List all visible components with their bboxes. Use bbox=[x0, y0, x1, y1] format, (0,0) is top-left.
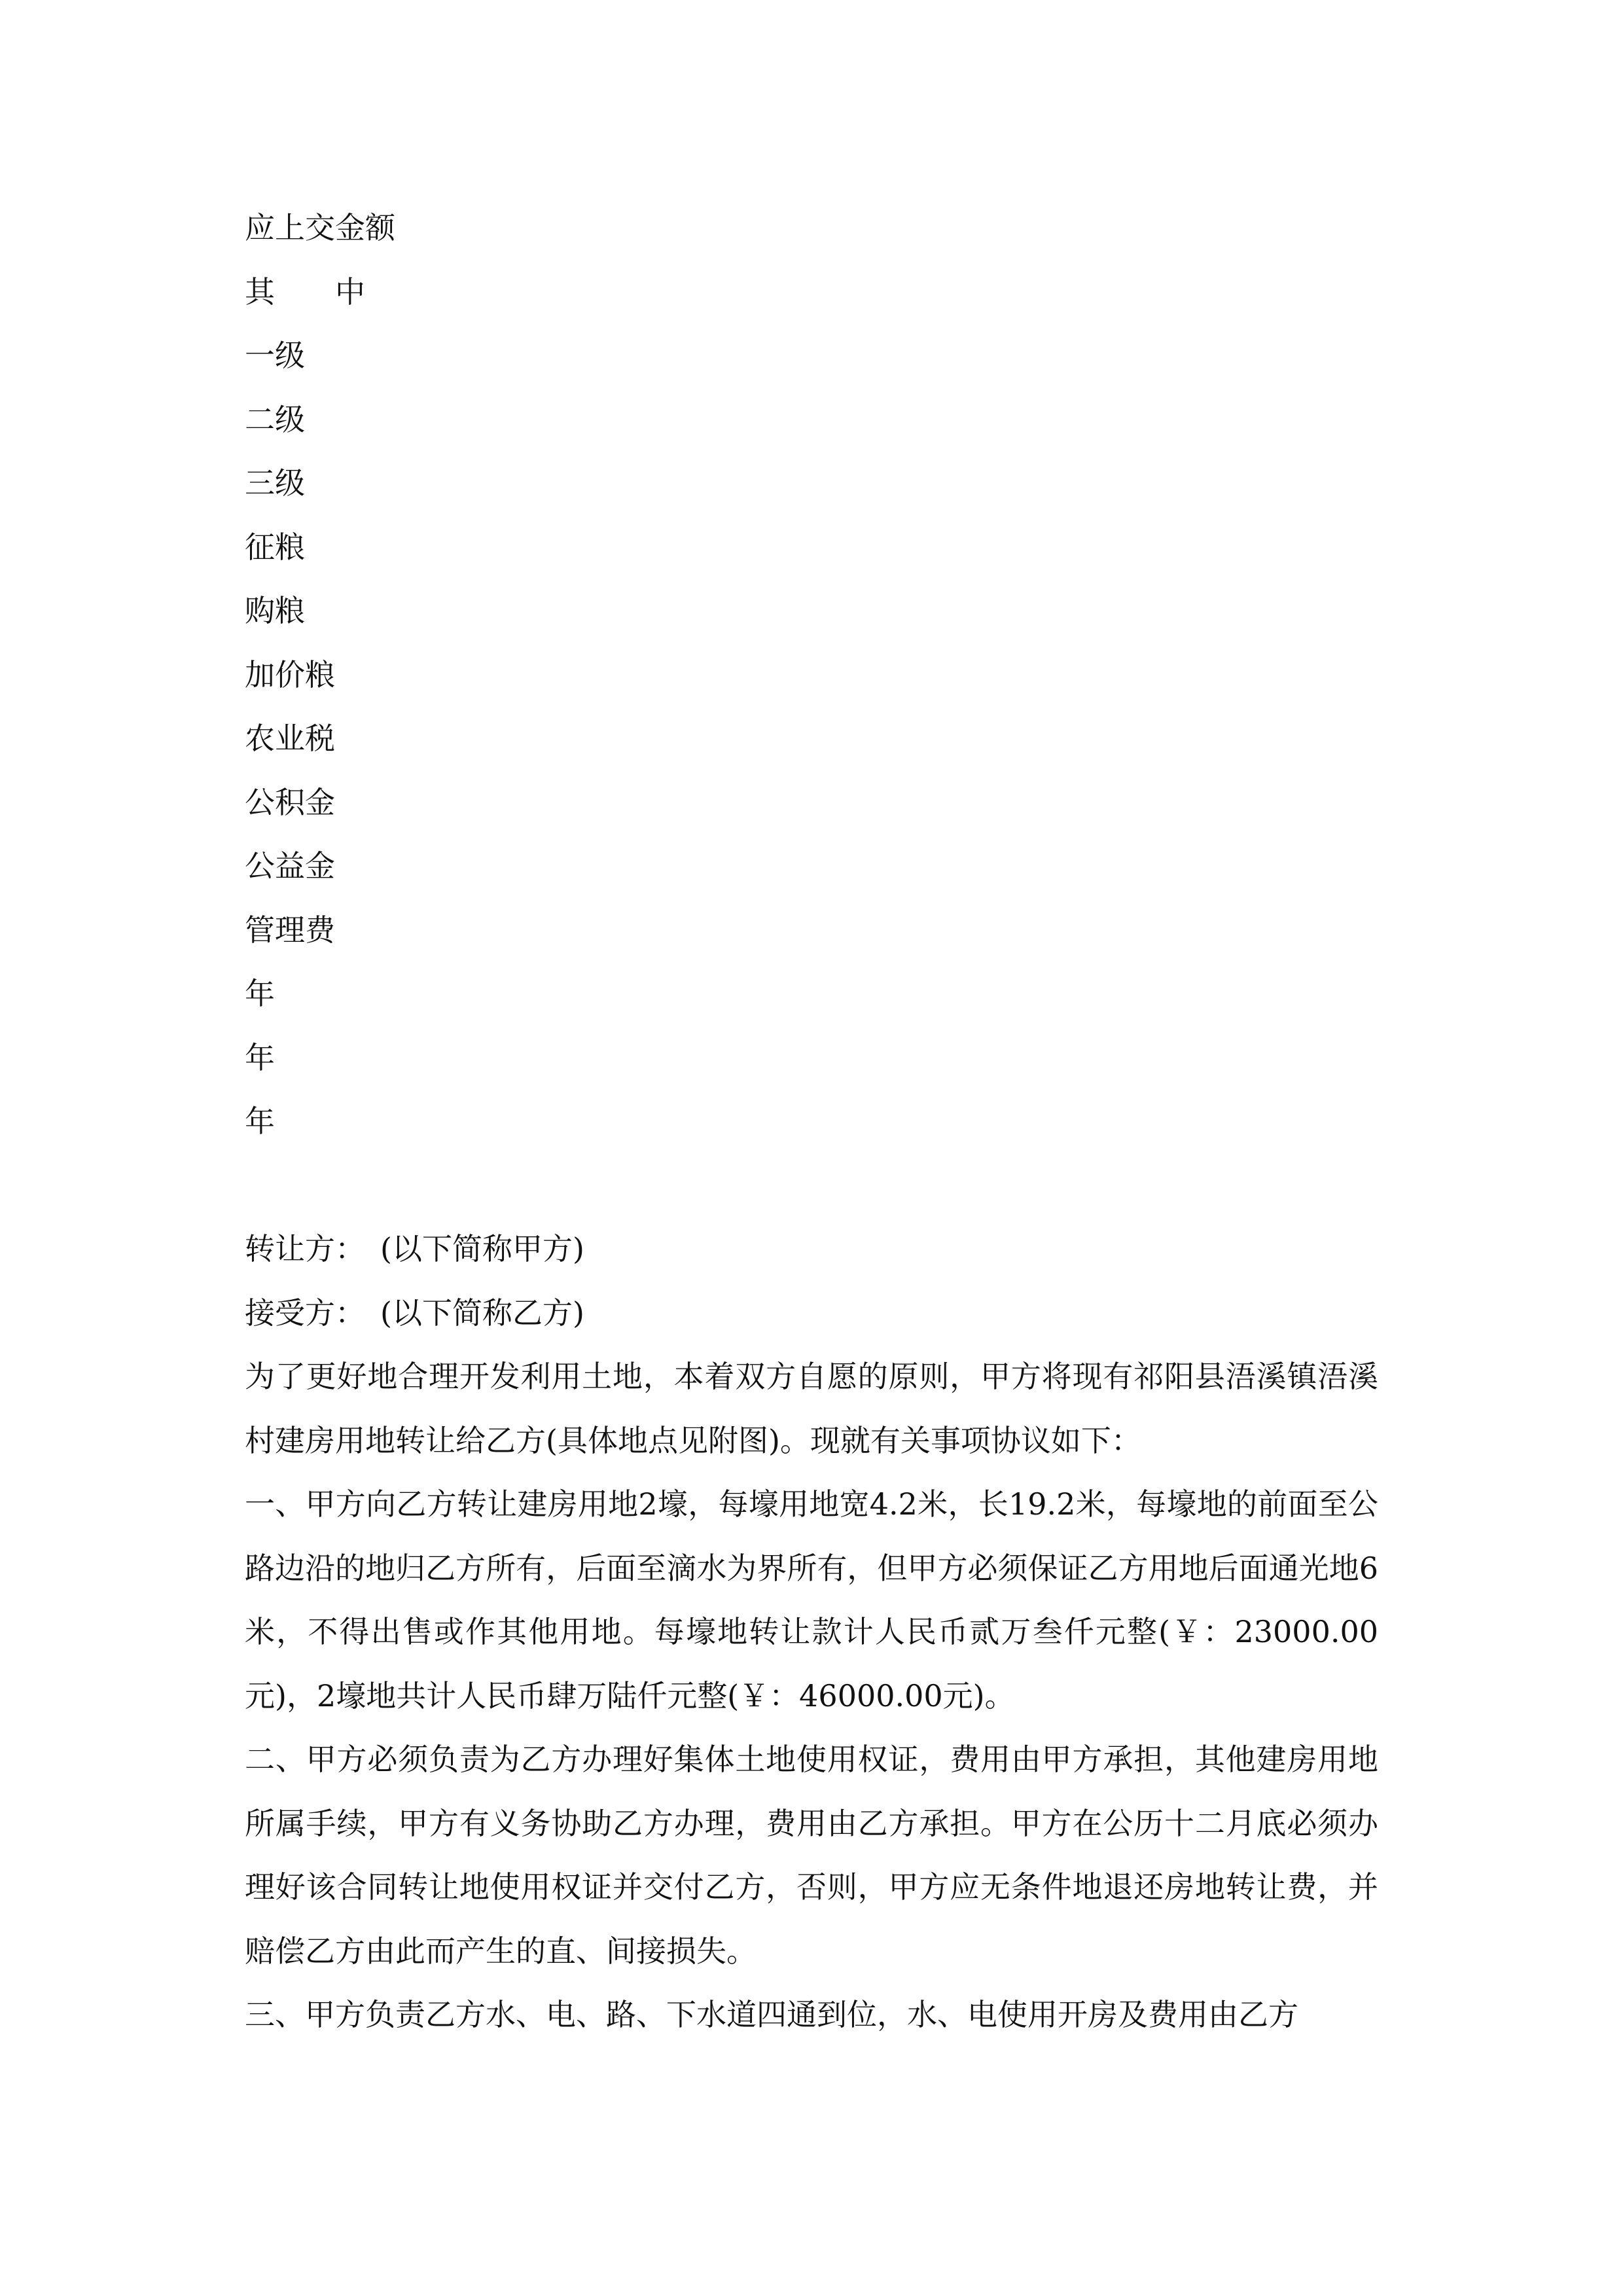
list-item: 农业税 bbox=[245, 721, 335, 756]
intro-paragraph: 为了更好地合理开发利用土地，本着双方自愿的原则，甲方将现有祁阳县浯溪镇浯溪村建房用地转让给乙方(具体地点见附图)。现就有关事项协议如下： bbox=[245, 1359, 1378, 1458]
transferee-line: 接受方： (以下简称乙方) bbox=[245, 1295, 584, 1331]
clause-3: 三、甲方负责乙方水、电、路、下水道四通到位，水、电使用开房及费用由乙方 bbox=[245, 1997, 1298, 2032]
list-item: 其 中 bbox=[245, 274, 365, 310]
list-item: 三级 bbox=[245, 465, 305, 501]
list-item: 公积金 bbox=[245, 784, 335, 820]
contract-body bbox=[245, 1217, 1378, 2047]
clause-1: 一、甲方向乙方转让建房用地2壕，每壕用地宽4.2米，长19.2米，每壕地的前面至公路边沿的地归乙方所有，后面至滴水为界所有，但甲方必须保证乙方用地后面通光地6米，不得出售或作其他用地。每壕地转让款计人民币贰万叁仟元整(￥：23000.00元)，2壕地共计人民币肆万陆仟元整(￥：46000.00元)。 bbox=[245, 1486, 1378, 1713]
transferor-line: 转让方： (以下简称甲方) bbox=[245, 1231, 584, 1266]
summary-list bbox=[245, 196, 395, 1154]
list-item: 加价粮 bbox=[245, 656, 335, 692]
list-item: 年 bbox=[245, 976, 275, 1011]
list-item: 管理费 bbox=[245, 912, 335, 948]
list-item: 一级 bbox=[245, 338, 305, 373]
list-item: 二级 bbox=[245, 401, 305, 437]
list-item: 公益金 bbox=[245, 848, 335, 884]
list-item: 购粮 bbox=[245, 593, 305, 628]
list-item: 年 bbox=[245, 1103, 275, 1139]
list-item: 征粮 bbox=[245, 529, 305, 565]
clause-2: 二、甲方必须负责为乙方办理好集体土地使用权证，费用由甲方承担，其他建房用地所属手续，甲方有义务协助乙方办理，费用由乙方承担。甲方在公历十二月底必须办理好该合同转让地使用权证并交付乙方，否则，甲方应无条件地退还房地转让费，并赔偿乙方由此而产生的直、间接损失。 bbox=[245, 1742, 1378, 1969]
list-item: 应上交金额 bbox=[245, 210, 395, 245]
list-item: 年 bbox=[245, 1039, 275, 1075]
